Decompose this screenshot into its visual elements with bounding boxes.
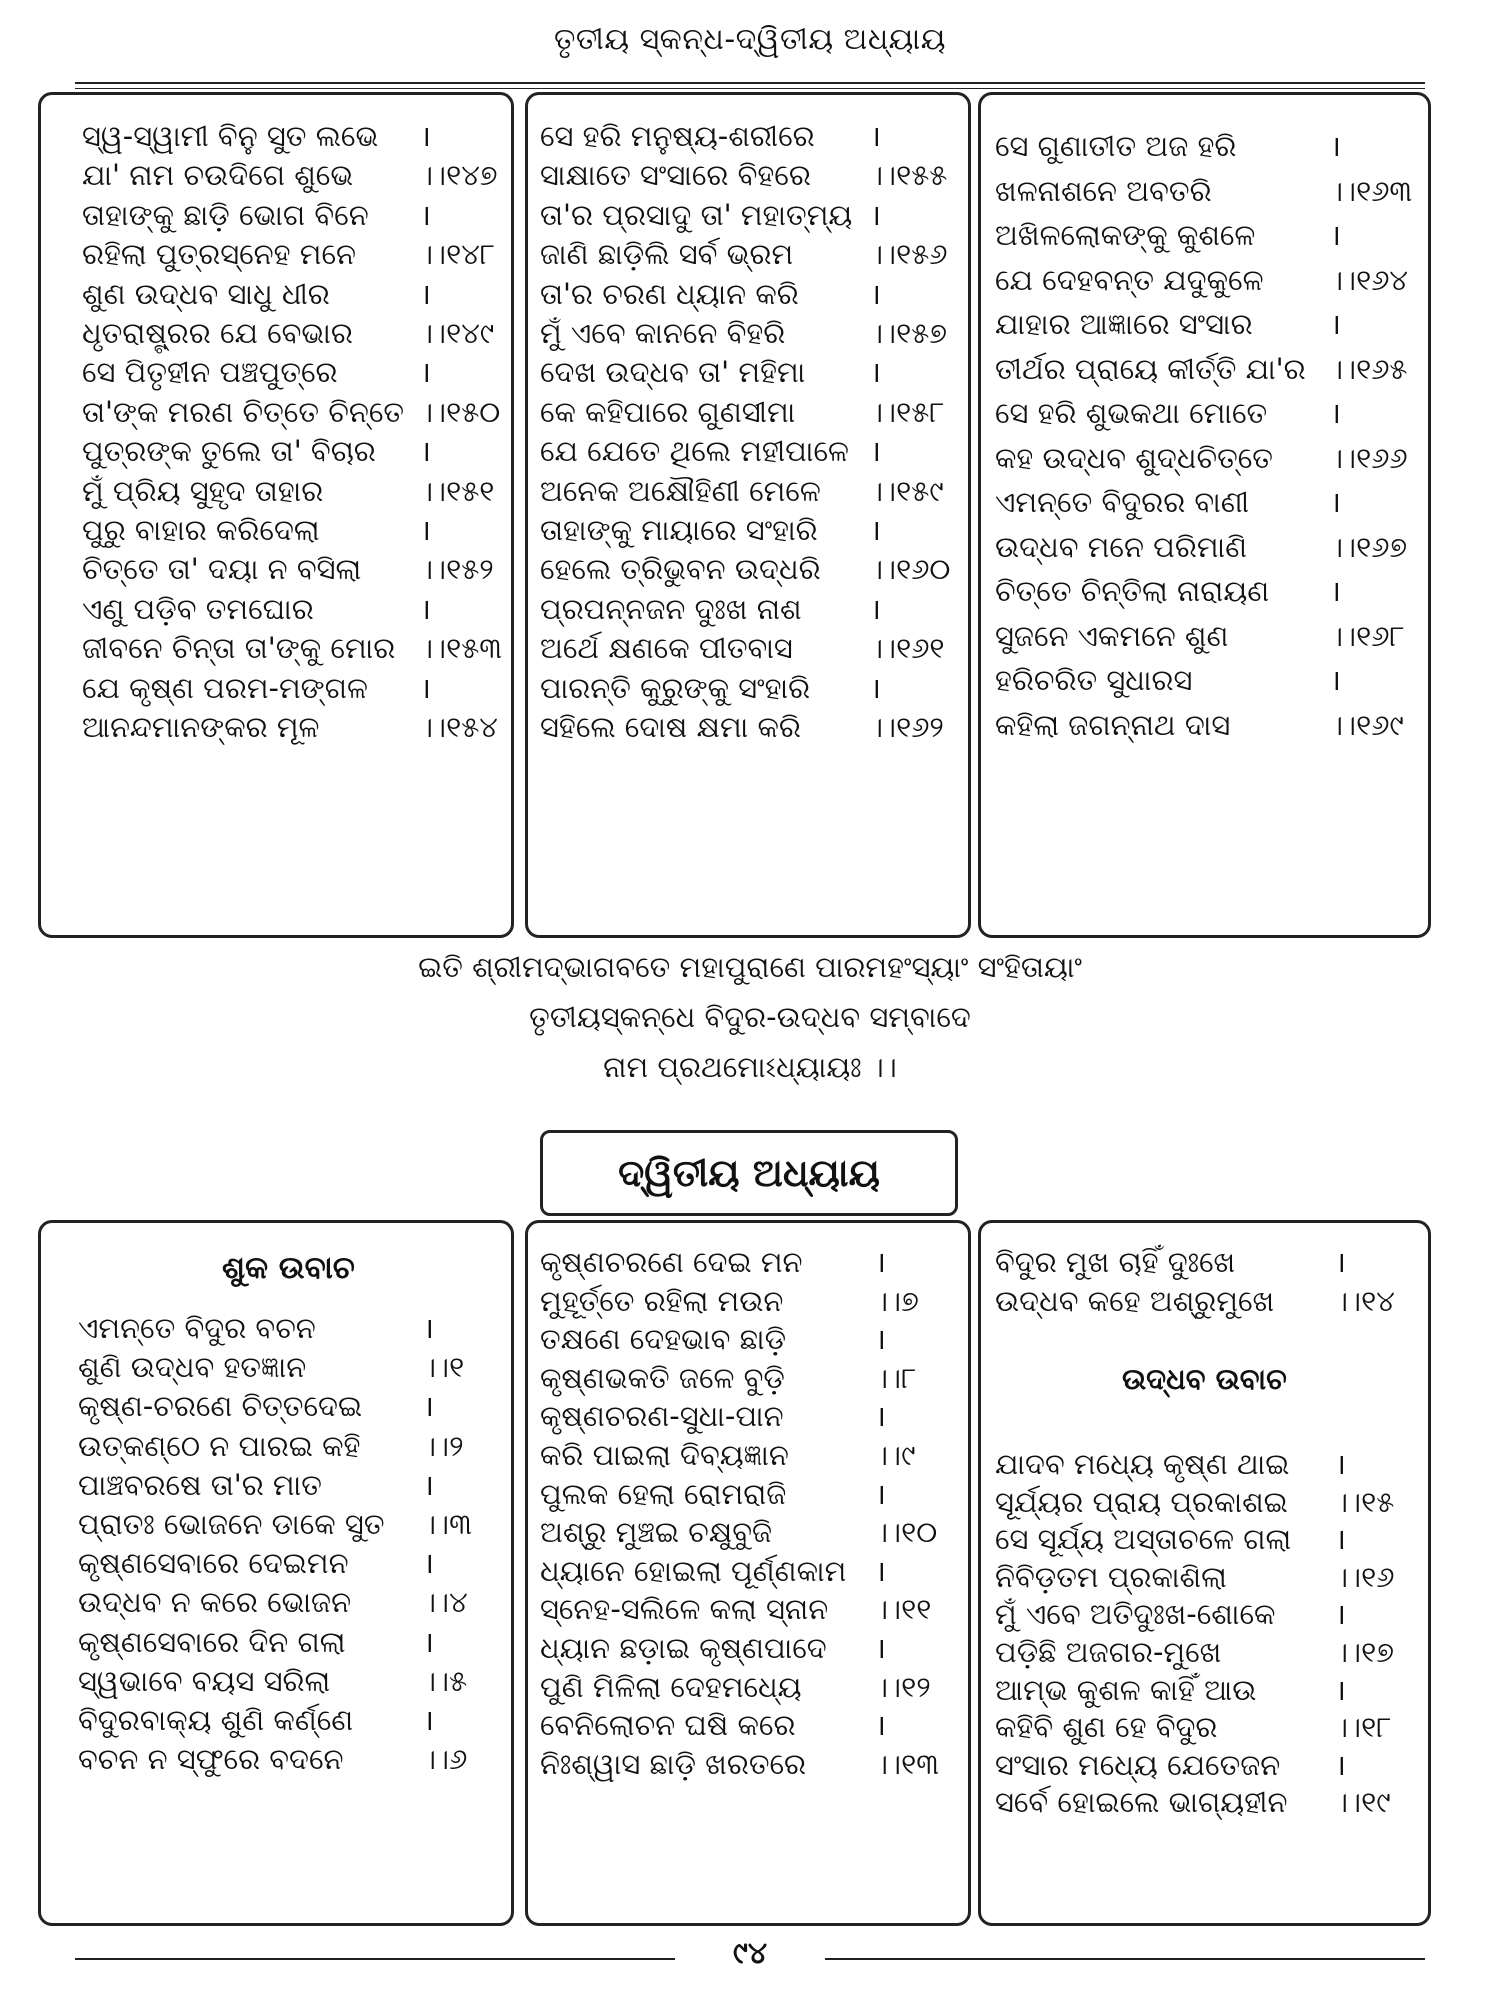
- verse-number: ।: [870, 591, 881, 626]
- verse-number: ।।୫: [423, 1663, 468, 1698]
- verse-line: [540, 1551, 960, 1591]
- verse-text: ମୁଁ ଏବେ ଅତିଦୁଃଖ-ଶୋକେ: [995, 1597, 1276, 1632]
- verse-number: ।: [870, 434, 881, 469]
- verse-line: [540, 1242, 960, 1282]
- verse-text: ଏଣୁ ପଡ଼ିବ ତମଘୋର: [82, 591, 314, 626]
- verse-number: ।।୧: [423, 1350, 465, 1385]
- verse-number: ।: [875, 1322, 886, 1357]
- verse-line: [540, 471, 960, 511]
- verse-text: ପ୍ରପନ୍ନଜନ ଦୁଃଖ ନାଶ: [540, 591, 802, 626]
- verse-line: [78, 1386, 498, 1426]
- verse-line: [995, 1632, 1415, 1672]
- verse-text: ଅର୍ଥେ କ୍ଷଣକେ ପୀତବାସ: [540, 631, 793, 666]
- verse-number: ।।୧୫: [1335, 1484, 1395, 1519]
- verse-line: [78, 1347, 498, 1387]
- verse-number: ।।୩: [423, 1507, 472, 1541]
- verse-line: [78, 1504, 498, 1544]
- verse-number: ।।୪: [423, 1585, 468, 1620]
- verse-text: ସେ ସୂର୍ଯ୍ୟ ଅସ୍ତାଚଳେ ଗଲା: [995, 1522, 1292, 1557]
- verse-text: ମୁଁ ପ୍ରିୟ ସୁହୃଦ ତାହାର: [82, 473, 324, 508]
- verse-number: ।।୧୬: [1335, 1559, 1395, 1594]
- verse-line: [540, 668, 960, 708]
- verse-text: ପୁତ୍ରଙ୍କ ତୁଲେ ତା' ବିଚାର: [82, 434, 376, 469]
- verse-text: କହିଲା ଜଗନ୍ନାଥ ଦାସ: [995, 707, 1231, 742]
- verse-text: ଉଦ୍ଧବ କହେ ଅଶ୍ରୁମୁଖେ: [995, 1283, 1275, 1318]
- verse-text: ଆନନ୍ଦମାନଙ୍କର ମୂଳ: [82, 710, 320, 744]
- verse-text: ଅଖିଳଲୋକଙ୍କୁ କୁଶଳେ: [995, 218, 1256, 252]
- verse-line: [540, 1474, 960, 1514]
- verse-line: [78, 1308, 498, 1348]
- verse-line: [995, 1594, 1415, 1634]
- verse-line: [82, 313, 502, 353]
- verse-line: [995, 304, 1415, 344]
- verse-text: ଯେ ଦେହବନ୍ତ ଯଦୁକୁଳେ: [995, 262, 1264, 297]
- verse-number: ।: [870, 276, 881, 311]
- verse-line: [995, 215, 1415, 255]
- verse-number: ।।୧୪୯: [420, 316, 495, 350]
- verse-text: ତା'ଙ୍କ ମରଣ ଚିତ୍ତେ ଚିନ୍ତେ: [82, 394, 405, 429]
- verse-text: ମୁଁ ଏବେ କାନନେ ବିହରି: [540, 316, 786, 350]
- verse-line: [995, 1281, 1415, 1321]
- verse-number: ।।୭: [875, 1283, 919, 1318]
- verse-number: ।।୧୭: [1335, 1635, 1394, 1669]
- verse-line: [540, 431, 960, 471]
- verse-number: ।: [875, 1553, 886, 1588]
- verse-number: ।: [875, 1245, 886, 1279]
- verse-number: ।: [1330, 218, 1341, 252]
- verse-text: ସେ ହରି ଶୁଭକଥା ମୋତେ: [995, 396, 1268, 430]
- verse-number: ।: [1330, 663, 1341, 697]
- verse-number: ।।୯: [875, 1438, 916, 1472]
- verse-text: ଚିତ୍ତେ ଚିନ୍ତିଲା ନାରାୟଣ: [995, 574, 1270, 608]
- verse-text: ପାଞ୍ଚବରଷେ ତା'ର ମାତ: [78, 1467, 322, 1502]
- verse-number: ।: [420, 670, 431, 705]
- verse-line: [540, 313, 960, 353]
- verse-line: [995, 1482, 1415, 1522]
- verse-text: ପୁଲକ ହେଲା ରୋମରାଜି: [540, 1476, 787, 1511]
- verse-text: ବିଦୁରବାକ୍ୟ ଶୁଣି କର୍ଣ୍ଣେ: [78, 1703, 354, 1737]
- verse-line: [995, 1782, 1415, 1822]
- verse-line: [995, 349, 1415, 389]
- verse-number: ।: [1330, 129, 1341, 163]
- verse-text: କୃଷ୍ଣସେବାରେ ଦେଇମନ: [78, 1546, 349, 1581]
- verse-number: ।।୧୪: [1335, 1283, 1395, 1318]
- verse-number: ।।୧୨: [875, 1669, 931, 1704]
- verse-number: ।: [420, 276, 431, 311]
- verse-text: ଅନେକ ଅକ୍ଷୌହିଣୀ ମେଳେ: [540, 473, 821, 508]
- verse-line: [540, 116, 960, 156]
- verse-line: [995, 1670, 1415, 1710]
- verse-text: ସର୍ବେ ହୋଇଲେ ଭାଗ୍ୟହୀନ: [995, 1785, 1288, 1820]
- verse-line: [995, 1242, 1415, 1282]
- verse-line: [540, 1744, 960, 1784]
- verse-line: [540, 352, 960, 392]
- verse-number: ।: [423, 1389, 434, 1424]
- verse-number: ।।୧୬୬: [1330, 440, 1408, 475]
- verse-number: ।: [875, 1708, 886, 1743]
- verse-line: [78, 1426, 498, 1466]
- verse-text: ପାରନ୍ତି କୁରୁଙ୍କୁ ସଂହାରି: [540, 670, 811, 705]
- verse-line: [82, 274, 502, 314]
- verse-text: ଯେ ଯେତେ ଥିଲେ ମହୀପାଳେ: [540, 434, 849, 469]
- verse-number: ।।୧୬୨: [870, 710, 944, 744]
- verse-line: [540, 628, 960, 668]
- verse-line: [540, 1667, 960, 1707]
- verse-line: [82, 195, 502, 235]
- verse-number: ।।୧୬୪: [1330, 262, 1409, 297]
- verse-number: ।: [1335, 1245, 1346, 1279]
- verse-line: [540, 274, 960, 314]
- verse-number: ।।୧୫୩: [420, 631, 503, 666]
- verse-number: ।।୧୫୧: [420, 473, 495, 508]
- verse-text: ଅଶ୍ରୁ ମୁଞ୍ଚଇ ଚକ୍ଷୁବୁଜି: [540, 1515, 773, 1550]
- verse-line: [540, 195, 960, 235]
- verse-number: ।: [423, 1467, 434, 1502]
- verse-line: [78, 1465, 498, 1505]
- verse-text: ମୁହୂର୍ତ୍ତେ ରହିଲା ମଉନ: [540, 1283, 784, 1318]
- verse-line: [540, 707, 960, 747]
- verse-number: ।।୧୫୯: [870, 473, 944, 508]
- verse-text: କେ କହିପାରେ ଗୁଣସୀମା: [540, 394, 796, 429]
- verse-number: ।: [1330, 307, 1341, 341]
- verse-line: [540, 1396, 960, 1436]
- verse-line: [995, 1444, 1415, 1484]
- verse-line: [995, 616, 1415, 656]
- verse-text: କୃଷ୍ଣଭକତି ଜଳେ ବୁଡ଼ି: [540, 1360, 785, 1395]
- verse-line: [995, 126, 1415, 166]
- verse-text: ପଡ଼ିଛି ଅଜଗର-ମୁଖେ: [995, 1635, 1222, 1669]
- verse-number: ।: [423, 1624, 434, 1659]
- verse-text: ସ୍ୱ-ସ୍ୱାମୀ ବିନୁ ସୁତ ଲଭେ: [82, 119, 379, 153]
- header-rule: [75, 82, 1425, 84]
- verse-line: [78, 1700, 498, 1740]
- verse-text: ସୁଜନେ ଏକମନେ ଶୁଣ: [995, 618, 1229, 653]
- verse-number: ।।୧୪୮: [420, 237, 495, 272]
- verse-text: ଶୁଣ ଉଦ୍ଧବ ସାଧୁ ଧୀର: [82, 276, 330, 311]
- verse-text: ଜାଣି ଛାଡ଼ିଲି ସର୍ବ ଭ୍ରମ: [540, 237, 794, 272]
- verse-line: [78, 1543, 498, 1583]
- verse-line: [82, 510, 502, 550]
- verse-line: [540, 589, 960, 629]
- verse-number: ।: [1335, 1597, 1346, 1632]
- verse-number: ।: [1335, 1522, 1346, 1557]
- verse-number: ।।୧୧: [875, 1592, 932, 1627]
- verse-number: ।: [420, 591, 431, 626]
- verse-number: ।: [870, 355, 881, 390]
- verse-text: ବଚନ ନ ସ୍ଫୁରେ ବଦନେ: [78, 1742, 344, 1777]
- verse-number: ।।୧୪୭: [420, 158, 498, 193]
- colophon-line-3: ନାମ ପ୍ରଥମୋଽଧ୍ୟାୟଃ ।।: [603, 1050, 897, 1084]
- verse-text: ଏମନ୍ତେ ବିଦୁରର ବାଣୀ: [995, 485, 1250, 519]
- verse-line: [995, 393, 1415, 433]
- verse-line: [540, 1589, 960, 1629]
- verse-number: ।: [875, 1476, 886, 1511]
- verse-text: ଉଦ୍ଧବ ନ କରେ ଭୋଜନ: [78, 1585, 352, 1620]
- colophon-line-1: ଇତି ଶ୍ରୀମଦ୍‌ଭାଗବତେ ମହାପୁରାଣେ ପାରମହଂସ୍ୟାଂ ସଂହିତାୟାଂ: [418, 950, 1082, 984]
- verse-text: ଉଦ୍ଧବ ମନେ ପରିମାଣି: [995, 529, 1248, 564]
- verse-text: ସେ ହରି ମନୁଷ୍ୟ-ଶରୀରେ: [540, 119, 815, 153]
- verse-text: ସ୍ୱଭାବେ ବୟସ ସରିଲା: [78, 1663, 331, 1698]
- verse-text: ଖଳନାଶନେ ଅବତରି: [995, 173, 1212, 208]
- verse-number: ।: [420, 513, 431, 547]
- verse-number: ।।୧୬୩: [1330, 173, 1413, 208]
- verse-number: ।।୧୬୮: [1330, 618, 1405, 653]
- verse-text: ନିବିଡ଼ତମ ପ୍ରକାଶିଲା: [995, 1559, 1227, 1594]
- verse-text: ସାକ୍ଷାତେ ସଂସାରେ ବିହରେ: [540, 158, 811, 193]
- verse-number: ।।୧୫୬: [870, 237, 948, 272]
- verse-line: [82, 707, 502, 747]
- verse-line: [540, 1435, 960, 1475]
- verse-number: ।: [875, 1631, 886, 1665]
- verse-line: [540, 1705, 960, 1745]
- verse-number: ।: [870, 197, 881, 232]
- verse-line: [995, 660, 1415, 700]
- verse-text: ସେ ପିତୃହୀନ ପଞ୍ଚପୁତ୍ରେ: [82, 355, 338, 390]
- verse-text: କୃଷ୍ଣଚରଣ-ସୁଧା-ପାନ: [540, 1399, 784, 1434]
- verse-line: [995, 1745, 1415, 1785]
- verse-line: [995, 705, 1415, 745]
- verse-number: ।।୧୬୯: [1330, 707, 1404, 742]
- verse-text: ଯାଦବ ମଧ୍ୟେ କୃଷ୍ଣ ଥାଇ: [995, 1447, 1290, 1481]
- verse-number: ।।୧୬୧: [870, 631, 945, 666]
- verse-line: [78, 1622, 498, 1662]
- verse-number: ।: [870, 670, 881, 705]
- verse-line: [82, 549, 502, 589]
- verse-text: ଧ୍ୟାନ ଛଡ଼ାଇ କୃଷ୍ଣପାଦେ: [540, 1631, 827, 1665]
- verse-line: [995, 260, 1415, 300]
- verse-number: ।: [420, 434, 431, 469]
- verse-text: ତାହାଙ୍କୁ ମାୟାରେ ସଂହାରି: [540, 513, 818, 547]
- verse-line: [82, 431, 502, 471]
- header-rule-thin: [75, 88, 1425, 89]
- verse-line: [995, 1707, 1415, 1747]
- verse-text: କୃଷ୍ଣ-ଚରଣେ ଚିତ୍ତଦେଇ: [78, 1389, 363, 1424]
- verse-text: ସହିଲେ ଦୋଷ କ୍ଷମା କରି: [540, 710, 801, 744]
- verse-number: ।: [1330, 485, 1341, 519]
- verse-line: [995, 571, 1415, 611]
- verse-number: ।: [423, 1311, 434, 1345]
- verse-number: ।।୧୫୭: [870, 316, 948, 350]
- verse-number: ।: [1335, 1447, 1346, 1481]
- verse-text: ତାହାଙ୍କୁ ଛାଡ଼ି ଭୋଗ ବିନେ: [82, 197, 369, 232]
- verse-line: [540, 392, 960, 432]
- verse-text: ହେଲେ ତ୍ରିଭୁବନ ଉଦ୍ଧରି: [540, 552, 821, 587]
- verse-line: [540, 549, 960, 589]
- verse-line: [82, 589, 502, 629]
- verse-number: ।: [870, 119, 881, 153]
- speaker-heading-shuka: ଶୁକ ଉବାଚ: [222, 1250, 355, 1286]
- verse-line: [82, 668, 502, 708]
- verse-text: ଧୃତରାଷ୍ଟ୍ରର ଯେ ବେଭାର: [82, 316, 353, 350]
- verse-text: ଆମ୍ଭ କୁଶଳ କାହିଁ ଆଉ: [995, 1672, 1257, 1707]
- verse-number: ।: [1335, 1672, 1346, 1707]
- verse-text: ପ୍ରାତଃ ଭୋଜନେ ଡାକେ ସୁତ: [78, 1507, 385, 1541]
- verse-number: ।: [420, 197, 431, 232]
- verse-number: ।।୧୬୫: [1330, 351, 1408, 386]
- verse-line: [995, 171, 1415, 211]
- verse-text: ଜୀବନେ ଚିନ୍ତା ତା'ଙ୍କୁ ମୋର: [82, 631, 396, 666]
- verse-text: କହ ଉଦ୍ଧବ ଶୁଦ୍ଧଚିତ୍ତେ: [995, 440, 1273, 475]
- verse-line: [540, 510, 960, 550]
- verse-text: ତକ୍ଷଣେ ଦେହଭାବ ଛାଡ଼ି: [540, 1322, 787, 1357]
- verse-line: [540, 1628, 960, 1668]
- verse-text: କହିବି ଶୁଣ ହେ ବିଦୁର: [995, 1710, 1218, 1745]
- verse-line: [82, 116, 502, 156]
- verse-number: ।।୧୬୦: [870, 552, 951, 587]
- speaker-heading-uddhava: ଉଦ୍ଧବ ଉବାଚ: [1122, 1362, 1287, 1396]
- verse-number: ।।୧୫୨: [420, 552, 494, 587]
- verse-text: ଏମନ୍ତେ ବିଦୁର ବଚନ: [78, 1311, 316, 1345]
- verse-text: ଯାହାର ଆଜ୍ଞାରେ ସଂସାର: [995, 307, 1253, 341]
- verse-line: [82, 234, 502, 274]
- verse-line: [540, 155, 960, 195]
- running-header: ତୃତୀୟ ସ୍କନ୍ଧ-ଦ୍ୱିତୀୟ ଅଧ୍ୟାୟ: [554, 22, 946, 57]
- verse-number: ।।୧୫୪: [420, 710, 498, 744]
- verse-line: [995, 1557, 1415, 1597]
- verse-text: ସେ ଗୁଣାତୀତ ଅଜ ହରି: [995, 129, 1237, 163]
- verse-line: [78, 1582, 498, 1622]
- verse-text: ଦେଖ ଉଦ୍ଧବ ତା' ମହିମା: [540, 355, 806, 390]
- verse-number: ।।୧୫୮: [870, 394, 945, 429]
- verse-number: ।: [420, 355, 431, 390]
- verse-text: ଧ୍ୟାନେ ହୋଇଲା ପୂର୍ଣ୍ଣକାମ: [540, 1553, 847, 1588]
- verse-number: ।: [870, 513, 881, 547]
- verse-text: ଶୁଣି ଉଦ୍ଧବ ହତଜ୍ଞାନ: [78, 1350, 307, 1385]
- verse-number: ।: [1330, 396, 1341, 430]
- verse-text: ତୀର୍ଥର ପ୍ରାୟେ କୀର୍ତ୍ତି ଯା'ର: [995, 351, 1306, 386]
- verse-number: ।।୧୫୦: [420, 394, 501, 429]
- colophon-line-2: ତୃତୀୟସ୍କନ୍ଧେ ବିଦୁର-ଉଦ୍ଧବ ସମ୍ବାଦେ: [529, 1000, 971, 1034]
- verse-number: ।।୧୩: [875, 1746, 940, 1781]
- verse-number: ।।୮: [875, 1360, 917, 1395]
- verse-text: କୃଷ୍ଣଚରଣେ ଦେଇ ମନ: [540, 1245, 803, 1279]
- verse-line: [82, 628, 502, 668]
- chapter-title: ଦ୍ୱିତୀୟ ଅଧ୍ୟାୟ: [540, 1130, 958, 1216]
- verse-number: ।।୧୦: [875, 1515, 938, 1550]
- verse-line: [78, 1739, 498, 1779]
- verse-line: [82, 155, 502, 195]
- verse-text: ପୁରୁ ବାହାର କରିଦେଲା: [82, 513, 320, 547]
- verse-text: ରହିଲା ପୁତ୍ରସ୍ନେହ ମନେ: [82, 237, 356, 272]
- verse-number: ।।୬: [423, 1742, 468, 1777]
- verse-number: ।।୨: [423, 1428, 464, 1463]
- verse-number: ।: [420, 119, 431, 153]
- verse-text: ବିଦୁର ମୁଖ ଚାହିଁ ଦୁଃଖେ: [995, 1245, 1236, 1279]
- verse-line: [82, 392, 502, 432]
- verse-number: ।: [1330, 574, 1341, 608]
- verse-text: ବେନିଲୋଚନ ଘଷି କରେ: [540, 1708, 796, 1743]
- verse-number: ।।୧୮: [1335, 1710, 1392, 1745]
- verse-line: [78, 1661, 498, 1701]
- verse-number: ।।୧୯: [1335, 1785, 1391, 1820]
- verse-number: ।: [875, 1399, 886, 1434]
- verse-line: [82, 471, 502, 511]
- verse-number: ।।୧୫୫: [870, 158, 948, 193]
- verse-line: [540, 1512, 960, 1552]
- verse-text: ଉତ୍କଣ୍ଠେ ନ ପାରଇ କହି: [78, 1428, 361, 1463]
- verse-number: ।: [1335, 1747, 1346, 1782]
- verse-text: କରି ପାଇଲା ଦିବ୍ୟଜ୍ଞାନ: [540, 1438, 789, 1472]
- verse-text: ପୁଣି ମିଳିଲା ଦେହମଧ୍ୟେ: [540, 1669, 802, 1704]
- verse-line: [995, 1519, 1415, 1559]
- verse-number: ।: [423, 1546, 434, 1581]
- verse-line: [995, 438, 1415, 478]
- verse-text: କୃଷ୍ଣସେବାରେ ଦିନ ଗଲା: [78, 1624, 346, 1659]
- verse-line: [540, 1281, 960, 1321]
- verse-text: ଯେ କୃଷ୍ଣ ପରମ-ମଙ୍ଗଳ: [82, 670, 368, 705]
- verse-text: ଯା' ନାମ ଚଉଦିଗେ ଶୁଭେ: [82, 158, 354, 193]
- verse-line: [540, 1358, 960, 1398]
- verse-number: ।: [423, 1703, 434, 1737]
- verse-text: ସ୍ନେହ-ସଲିଳେ କଲା ସ୍ନାନ: [540, 1592, 829, 1627]
- verse-text: ନିଃଶ୍ୱାସ ଛାଡ଼ି ଖରତରେ: [540, 1746, 807, 1781]
- verse-text: ସୂର୍ଯ୍ୟର ପ୍ରାୟ ପ୍ରକାଶଇ: [995, 1484, 1288, 1519]
- verse-text: ତା'ର ପ୍ରସାଦୁ ତା' ମହାତ୍ମ୍ୟ: [540, 197, 853, 232]
- verse-line: [995, 527, 1415, 567]
- verse-number: ।।୧୬୭: [1330, 529, 1408, 564]
- verse-line: [540, 1319, 960, 1359]
- verse-text: ସଂସାର ମଧ୍ୟେ ଯେତେଜନ: [995, 1747, 1281, 1782]
- verse-text: ଚିତ୍ତେ ତା' ଦୟା ନ ବସିଲା: [82, 552, 362, 587]
- verse-line: [540, 234, 960, 274]
- verse-line: [82, 352, 502, 392]
- page-number: ୯୪: [732, 1936, 768, 1971]
- verse-text: ହରିଚରିତ ସୁଧାରସ: [995, 663, 1193, 697]
- verse-line: [995, 482, 1415, 522]
- verse-text: ତା'ର ଚରଣ ଧ୍ୟାନ କରି: [540, 276, 799, 311]
